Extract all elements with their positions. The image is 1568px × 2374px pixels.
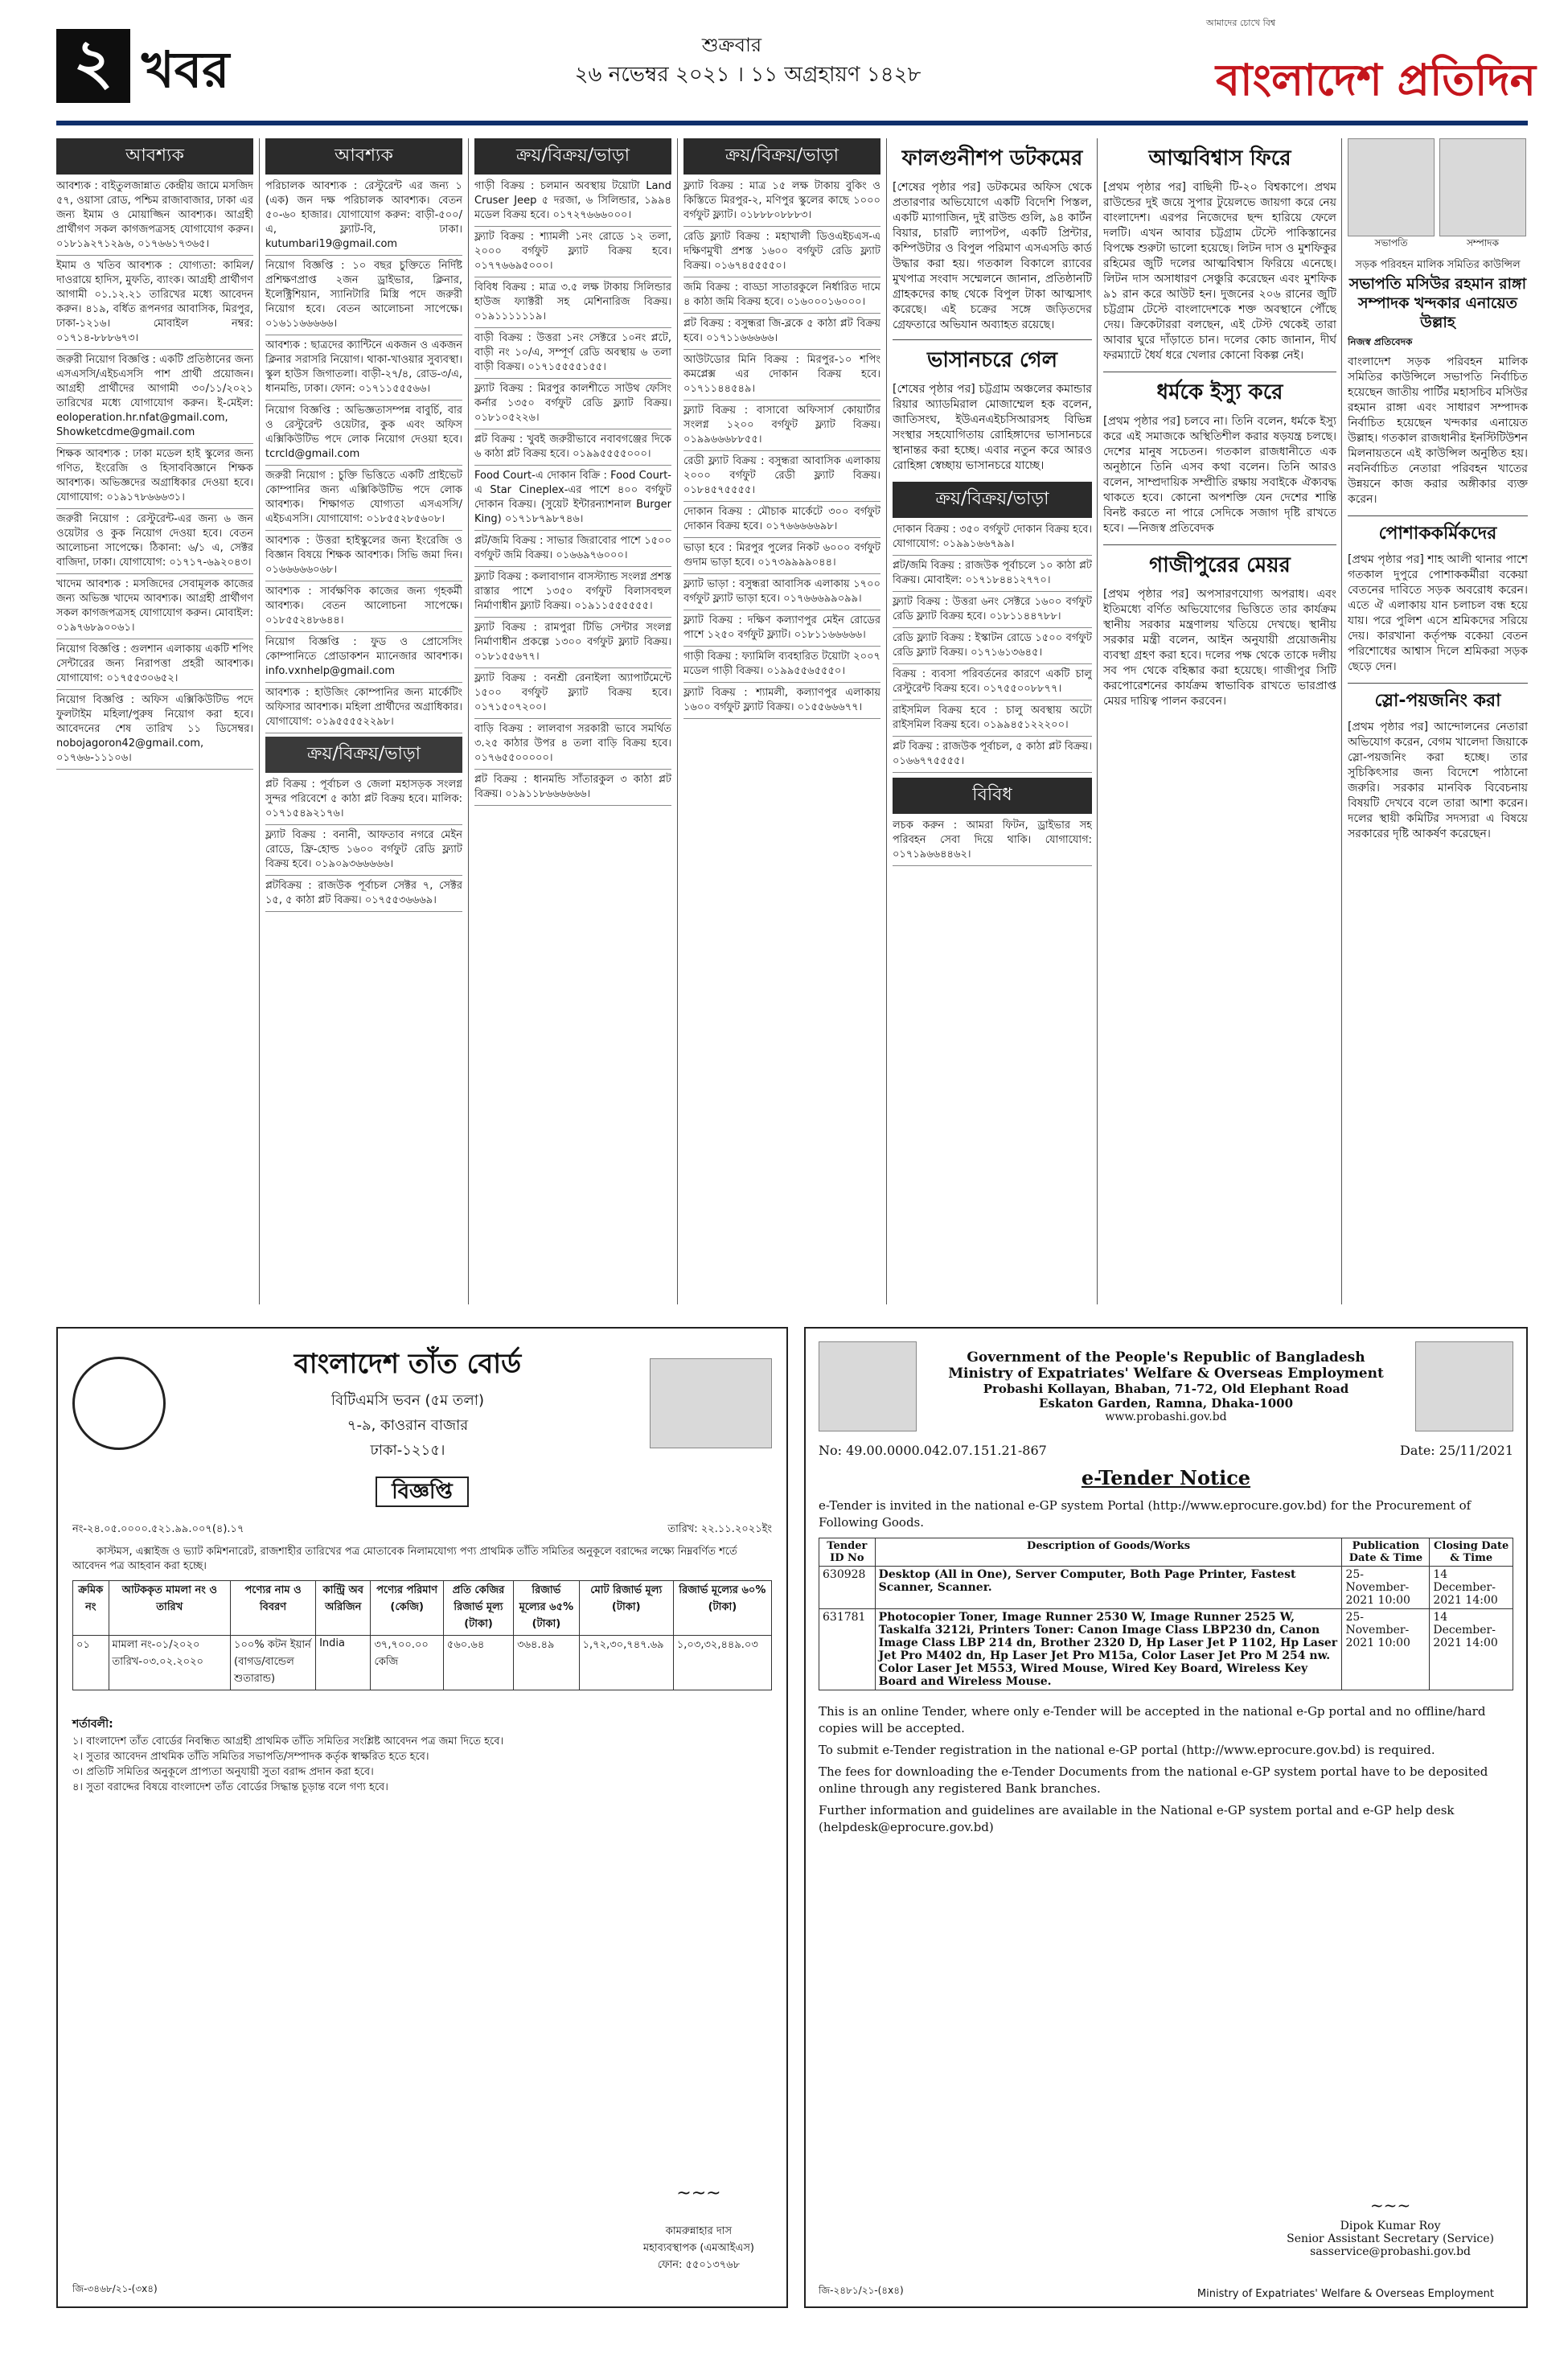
notice-intro: কাস্টমস, এক্সাইজ ও ভ্যাট কমিশনারেট, রাজশাহীর তারিখের পত্র মোতাবেক নিলামযোগ্য পণ্য প্রাথমিক তাঁতি সমিতির অনুকূলে বরাদ্দের লক্ষ্যে নিম্নবর্ণিত শর্তে আবেদন পত্র আহবান করা হচ্ছে।	[72, 1546, 737, 1572]
classified-ad: প্লট বিক্রয় : ধানমন্ডি সাঁতারকুল ৩ কাঠা প্লট বিক্রয়। ০১৯১১৮৬৬৬৬৬৬।	[474, 773, 671, 806]
signatory-name: Dipok Kumar Roy	[1340, 2220, 1441, 2232]
column-divider	[468, 138, 469, 1304]
classified-ad: নিয়োগ বিজ্ঞপ্তি : অভিজ্ঞতাসম্পন্ন বাবুর্চি, বার ও রেস্টুরেন্ট ওয়েটার, কুক এবং অফিস এক্সিকিউটিভ পদে লোক নিয়োগ দেওয়া হবে। tcrcld@gmail.com	[265, 404, 462, 466]
column-heading: আবশ্যক	[265, 138, 462, 175]
table-cell: 14 December-2021 14:00	[1430, 1609, 1513, 1690]
news-headline: স্লো-পয়জনিং করা	[1374, 691, 1501, 711]
classified-ad: প্লট/জমি বিক্রয় : রাজউক পূর্বাচলে ১০ কাঠা প্লট বিক্রয়। মোবাইল: ০১৭১৮৪৪১২৭৭০।	[893, 559, 1092, 592]
signature-icon: ~~~	[1369, 2195, 1411, 2215]
section-title: খবর	[142, 40, 230, 99]
header-date: ২৬ নভেম্বর ২০২১ । ১১ অগ্রহায়ণ ১৪২৮	[574, 63, 922, 87]
ads-list	[474, 179, 671, 806]
memo-date: Date: 25/11/2021	[1400, 1443, 1513, 1458]
classified-ad: প্লটবিক্রয় : রাজউক পূর্বাচল সেক্টর ৭, সেক্টর ১৫, ৫ কাঠা প্লট বিক্রয়। ০১৭৫৫৩৬৬৬৯।	[265, 879, 462, 912]
news-body: [প্রথম পৃষ্ঠার পর] বাছিনী টি-২০ বিশ্বকাপে। প্রথম রাউন্ডের দুই জয়ে সুপার টুয়েলভে জায়গা করে নেয় বাংলাদেশ। এরপর নিজেদের ছন্দ হারিয়ে ফেলে দলটি। এখন আবার চট্টগ্রাম টেস্টে পাকিস্তানের বিপক্ষে শুরুটা ভালো হয়েছে। লিটন দাস ও মুশফিকুর রহিমের জুটি দলের আত্মবিশ্বাস ফিরিয়ে এনেছে। লিটন দাস অসাধারণ সেঞ্চুরি করেছেন এবং মুশফিক ৯১ রান করে আউট হন। দুজনের ২০৬ রানের জুটি চট্টগ্রাম টেস্টে বাংলাদেশকে শক্ত অবস্থানে পৌঁছে দেয়। ক্রিকেটাররা বলছেন, এই টেস্ট থেকেই তারা আবার ঘুরে দাঁড়াতে চান। দলের কোচ জানান, দীর্ঘ ফরম্যাটে ধৈর্য ধরে খেলার কোনো বিকল্প নেই।	[1103, 181, 1336, 362]
table-cell: ৩৭,৭০০.০০ কেজি	[371, 1636, 443, 1690]
classified-ad: ফ্ল্যাট বিক্রয় : বাসাবো অফিসার্স কোয়ার্টার সংলগ্ন ১২০০ বর্গফুট ফ্ল্যাট বিক্রয়। ০১৯৯৬৬৬৮৮৫৫।	[683, 404, 880, 451]
org-address: বিটিএমসি ভবন (৫ম তলা)	[330, 1392, 485, 1409]
classified-ad: আবশ্যক : সার্বক্ষণিক কাজের জন্য গৃহকর্মী আবশ্যক। বেতন আলোচনা সাপেক্ষে। ০১৮৫৫২৪৮৬৪৪।	[265, 585, 462, 632]
column-heading: আবশ্যক	[56, 138, 253, 175]
org-name: বাংলাদেশ তাঁত বোর্ড	[293, 1348, 522, 1380]
news-body: [প্রথম পৃষ্ঠার পর] শাহ আলী থানার পাশে গতকাল দুপুরে পোশাককর্মীরা বকেয়া বেতনের দাবিতে সড়ক অবরোধ করেন। এতে ঐ এলাকায় যান চলাচল বন্ধ হয়ে যায়। পরে পুলিশ এসে শ্রমিকদের সরিয়ে দেয়। কারখানা কর্তৃপক্ষ বকেয়া বেতন পরিশোধের আশ্বাস দিলে শ্রমিকরা সড়ক ছেড়ে দেন।	[1348, 553, 1528, 673]
news-column-5	[893, 138, 1092, 1304]
classified-ad: ফ্ল্যাট বিক্রয় : মাত্র ১৫ লক্ষ টাকায় বুকিং ও কিস্তিতে মিরপুর-২, মণিপুর স্কুলের কাছে ১০০০ বর্গফুট ফ্ল্যাট। ০১৮৮৮০৮৮৮৩।	[683, 179, 880, 227]
news-byline: নিজস্ব প্রতিবেদক	[1348, 336, 1413, 347]
classified-ad: খাদেম আবশ্যক : মসজিদের সেবামূলক কাজের জন্য অভিজ্ঞ খাদেম আবশ্যক। আগ্রহী প্রার্থীগণ সকল কাগজপত্রসহ যোগাযোগ করুন। মোবাইল: ০১৯৭৬৮৯০০৬১।	[56, 577, 253, 639]
news-body: [প্রথম পৃষ্ঠার পর] আন্দোলনের নেতারা অভিযোগ করেন, বেগম খালেদা জিয়াকে স্লো-পয়জনিং করা হচ্ছে। তার সুচিকিৎসার জন্য বিদেশে পাঠানো জরুরি। সরকার মানবিক বিবেচনায় বিষয়টি দেখবে বলে তারা আশা করেন। দলের স্থায়ী কমিটির সদস্যরা এ বিষয়ে সরকারের দৃষ্টি আকর্ষণ করেছেন।	[1348, 721, 1528, 840]
table-cell: ১০০% কটন ইয়ার্ন (বাগড/বান্ডেল শুতারান্ড)	[231, 1636, 316, 1690]
classified-ad: Food Court-এ দোকান বিক্রি : Food Court-এ Star Cineplex-এর পাশে ৪০০ বর্গফুট দোকান বিক্রয়। (সুয়েট ইন্টারন্যাশনাল Burger King) ০১৭১৮৭৯৮৭৪৬।	[474, 469, 671, 531]
table-cell: মামলা নং-০১/২০২০ তারিখ-০৩.০২.২০২০	[109, 1636, 231, 1690]
news-article	[1103, 372, 1336, 536]
ads-list	[683, 179, 880, 719]
classified-ad: প্লট বিক্রয় : পূর্বাচল ও জেলা মহাসড়ক সংলগ্ন সুন্দর পরিবেশে ৫ কাঠা প্লট বিক্রয় হবে। মালিক: ০১৭১৫৪৯২১৭৬।	[265, 778, 462, 825]
classified-ad: রেডী ফ্ল্যাট বিক্রয় : বসুন্ধরা আবাসিক এলাকায় ২০০০ বর্গফুট রেডী ফ্ল্যাট বিক্রয়। ০১৮৪৫৭৫৫৫৫।	[683, 454, 880, 502]
signatory-title: Senior Assistant Secretary (Service)	[1287, 2232, 1494, 2245]
news-article	[893, 142, 1092, 333]
table-header-cell: রিজার্ভ মূল্যের ৬০% (টাকা)	[673, 1581, 771, 1636]
classified-ad: রেডি ফ্ল্যাট বিক্রয় : মহাখালী ডিওএইচএস-এ দক্ষিণমুখী প্রশস্ত ১৬০০ বর্গফুট রেডি ফ্ল্যাট বিক্রয়। ০১৬৭৪৫৫৫৫০।	[683, 230, 880, 277]
classified-ad: আবশ্যক : হাউজিং কোম্পানির জন্য মার্কেটিং অফিসার আবশ্যক। মহিলা প্রার্থীদের অগ্রাধিকার। যোগাযোগ: ০১৯৫৫৫৫২২৯৮।	[265, 686, 462, 733]
table-header-cell: আটককৃত মামলা নং ও তারিখ	[109, 1581, 231, 1636]
table-header-cell: Tender ID No	[819, 1538, 876, 1567]
ref-number: নং-২৪.০৫.০০০০.৫২১.৯৯.০০৭(৪).১৭	[72, 1523, 244, 1535]
classified-ad: বাড়ি বিক্রয় : লালবাগ সরকারী ভাবে সমর্থিত ৩.২৫ কাঠার উপর ৪ তলা বাড়ি বিক্রয় হবে। ০১৭৬৫৫০০০০০।	[474, 722, 671, 770]
news-column-8	[1348, 138, 1528, 1304]
table-row	[819, 1567, 1513, 1609]
tender-table	[819, 1538, 1513, 1690]
classified-ad: ভাড়া হবে : মিরপুর পুলের নিকট ৬০০০ বর্গফুট গুদাম ভাড়া হবে। ০১৭৩৯৯৯৯০৪৪।	[683, 541, 880, 574]
classified-ad: ফ্ল্যাট বিক্রয় : রামপুরা টিভি সেন্টার সংলগ্ন নির্মাণাধীন প্রকল্পে ১৩০০ বর্গফুট ফ্ল্যাট বিক্রয়। ০১৮১৫৫৬৭৭।	[474, 621, 671, 668]
classified-ad: পরিচালক আবশ্যক : রেস্টুরেন্ট এর জন্য ১ (এক) জন দক্ষ পরিচালক আবশ্যক। বেতন ৫০-৬০ হাজার। যোগাযোগ করুন: বাড়ী-৫০০/এ, ফ্ল্যাট-বি, ঢাকা। kutumbari19@gmail.com	[265, 179, 462, 256]
header-rule	[56, 121, 1528, 125]
org-address: ৭-৯, কাওরান বাজার	[347, 1417, 469, 1434]
signatory-email[interactable]: sasservice@probashi.gov.bd	[1310, 2245, 1472, 2258]
photo-caption: সম্পাদক	[1466, 237, 1499, 248]
classified-ad: নিয়োগ বিজ্ঞপ্তি : ফুড ও প্রোসেসিং কোম্পানিতে প্রোডাকশন ম্যানেজার আবশ্যক। info.vxnhelp@gmail.com	[265, 635, 462, 683]
table-cell: 14 December-2021 14:00	[1430, 1567, 1513, 1609]
signatory-title: মহাব্যবস্থাপক (এমআইএস)	[642, 2242, 754, 2254]
classified-ad: আউটডোর মিনি বিক্রয় : মিরপুর-১০ শপিং কমপ্লেক্স এর দোকান বিক্রয় হবে। ০১৭১১৪৪৫৪৯।	[683, 353, 880, 400]
ministry-website[interactable]: www.probashi.gov.bd	[1105, 1411, 1227, 1423]
classified-ad: রেডি ফ্ল্যাট বিক্রয় : ইস্কাটন রোডে ১৫০০ বর্গফুট রেডি ফ্ল্যাট বিক্রয়। ০১৭১৬১৩৬৪৫।	[893, 631, 1092, 664]
column-heading: ক্রয়/বিক্রয়/ভাড়া	[683, 138, 880, 175]
news-headline: গাজীপুরের মেয়র	[1149, 553, 1291, 577]
table-header-cell: কান্ট্রি অব অরিজিন	[316, 1581, 371, 1636]
page-number: ২	[56, 29, 130, 103]
signatory-phone: ফোন: ৫৫০১৩৭৬৮	[657, 2259, 741, 2271]
classified-ad: বিক্রয় : ব্যবসা পরিবর্তনের কারণে একটি চালু রেস্টুরেন্ট বিক্রয় হবে। ০১৭৫৫০০৮৮৭৭।	[893, 667, 1092, 700]
table-row	[819, 1609, 1513, 1690]
term-item: ২। সুতার আবেদন প্রাথমিক তাঁতি সমিতির সভাপতি/সম্পাদক কর্তৃক স্বাক্ষরিত হতে হবে।	[72, 1751, 429, 1763]
news-kicker: সড়ক পরিবহন মালিক সমিতির কাউন্সিল	[1355, 259, 1521, 271]
news-column-6	[1103, 138, 1336, 1304]
news-body: [প্রথম পৃষ্ঠার পর] অপসারণযোগ্য অপরাধ। এবং ইতিমধ্যে বর্ণিত অভিযোগের ভিত্তিতে তার কার্যক্রম স্থানীয় সরকার মন্ত্রণালয় খতিয়ে দেখছে। স্থানীয় সরকার মন্ত্রী বলেন, আইন অনুযায়ী প্রয়োজনীয় ব্যবস্থা গ্রহণ করা হবে। দলের পক্ষ থেকে তাকে দলীয় সব পদ থেকে বহিষ্কার করা হয়েছে। গাজীপুর সিটি করপোরেশনের কার্যক্রম স্বাভাবিক রাখতে ভারপ্রাপ্ত মেয়র দায়িত্ব পালন করবেন।	[1103, 588, 1336, 708]
table-header-cell: ক্রমিক নং	[73, 1581, 109, 1636]
news-article	[1348, 683, 1528, 842]
notice-title: বিজ্ঞপ্তি	[376, 1477, 469, 1507]
classified-ad: রাইসমিল বিক্রয় হবে : চালু অবস্থায় অটো রাইসমিল বিক্রয় হবে। ০১৯৯৪৫১২২২০০।	[893, 704, 1092, 737]
table-header-cell: মোট রিজার্ভ মূল্য (টাকা)	[579, 1581, 673, 1636]
news-headline: সভাপতি মসিউর রহমান রাঙ্গা সম্পাদক খন্দকার এনায়েত উল্লাহ	[1348, 275, 1527, 331]
term-item: ৪। সুতা বরাদ্দের বিষয়ে বাংলাদেশ তাঁত বোর্ডের সিদ্ধান্ত চূড়ান্ত বলে গণ্য হবে।	[72, 1781, 388, 1793]
table-header-cell: Publication Date & Time	[1342, 1538, 1430, 1567]
table-header-row	[73, 1581, 772, 1636]
term-item: ৩। প্রতিটি সমিতির অনুকূলে প্রাপ্যতা অনুযায়ী সুতা বরাদ্দ প্রদান করা হবে।	[72, 1766, 374, 1778]
ads-list	[56, 179, 253, 770]
ad-code: জি-২৪৮১/২১-(৪x৪)	[819, 2285, 904, 2296]
ministry-footer: Ministry of Expatriates' Welfare & Overseas Employment	[1197, 2288, 1494, 2300]
column-divider	[677, 138, 678, 1304]
classified-ad: জমি বিক্রয় : বাড্ডা সাতারকুলে নির্ধারিত দামে ৪ কাঠা জমি বিক্রয় হবে। ০১৬০০০১৬০০০।	[683, 281, 880, 314]
classified-ad: বিবিধ বিক্রয় : মাত্র ৩.৫ লক্ষ টাকায় সিলিন্ডার হাউজ ফ্যাক্টরী সহ মেশিনারিজ বিক্রয়। ০১৯১১১১১১৯।	[474, 281, 671, 328]
news-headline: ফালগুনীশপ ডটকমের	[901, 146, 1083, 170]
tender-note: Further information and guidelines are available in the National e-GP system portal and e-GP help desk (helpdesk@eprocure.gov.bd)	[819, 1803, 1455, 1834]
classified-ad: নিয়োগ বিজ্ঞপ্তি : অফিস এক্সিকিউটিভ পদে ফুলটাইম মহিলা/পুরুষ নিয়োগ করা হবে। আবেদনের শেষ তারিখ ১১ ডিসেম্বর। nobojagoron42@gmail.com, ০১৭৬৬-১১১০৬।	[56, 693, 253, 770]
ads-list	[265, 179, 462, 733]
news-body: [প্রথম পৃষ্ঠার পর] চলবে না। তিনি বলেন, ধর্মকে ইস্যু করে এই সমাজকে অস্থিতিশীল করার ষড়যন্ত্র চলছে। দেশের মানুষ সচেতন। গতকাল রাজধানীতে এক অনুষ্ঠানে তিনি এসব কথা বলেন। তিনি আরও বলেন, সাম্প্রদায়িক সম্প্রীতি রক্ষায় সবাইকে ঐক্যবদ্ধ থাকতে হবে। কোনো অপশক্তি যেন দেশের শান্তি বিনষ্ট করতে না পারে সেদিকে সজাগ দৃষ্টি রাখতে হবে। —নিজস্ব প্রতিবেদক	[1103, 415, 1336, 535]
terms-title: শর্তাবলী:	[72, 1718, 113, 1731]
column-heading: বিবিধ	[893, 778, 1092, 814]
term-item: ১। বাংলাদেশ তাঁত বোর্ডের নিবন্ধিত আগ্রহী প্রাথমিক তাঁতি সমিতির সংশ্লিষ্ট আবেদন পত্র জমা দিতে হবে।	[72, 1735, 504, 1748]
e-tender-notice	[804, 1327, 1528, 2308]
classified-ad: ফ্ল্যাট বিক্রয় : দক্ষিণ কল্যাণপুর মেইন রোডের পাশে ১২৫০ বর্গফুট ফ্ল্যাট। ০১৮১১৬৬৬৬৬।	[683, 614, 880, 647]
table-header-row	[819, 1538, 1513, 1567]
table-cell: ১,৭২,৩০,৭৪৭.৬৯	[579, 1636, 673, 1690]
tender-title: e-Tender Notice	[1081, 1466, 1251, 1489]
mujib-borsho-logo-icon	[650, 1358, 772, 1448]
newspaper-logo: বাংলাদেশ প্রতিদিন	[1216, 55, 1536, 105]
classified-column-3	[474, 138, 671, 1304]
news-headline: ধর্মকে ইস্যু করে	[1156, 380, 1283, 405]
table-header-cell: Description of Goods/Works	[875, 1538, 1342, 1567]
news-body: বাংলাদেশ সড়ক পরিবহন মালিক সমিতির কাউন্সিলে সভাপতি নির্বাচিত হয়েছেন জাতীয় পার্টির মহাসচিব মসিউর রহমান রাঙ্গা এবং সাধারণ সম্পাদক নির্বাচিত হয়েছেন খন্দকার এনায়েত উল্লাহ। গতকাল রাজধানীর ইনস্টিটিউশন মিলনায়তনে এই কাউন্সিল অনুষ্ঠিত হয়। নবনির্বাচিত নেতারা পরিবহন খাতের উন্নয়নে কাজ করার অঙ্গীকার ব্যক্ত করেন।	[1348, 355, 1528, 506]
table-header-cell: রিজার্ভ মূল্যের ৬৫% (টাকা)	[514, 1581, 579, 1636]
classified-ad: প্লট বিক্রয় : খুবই জরুরীভাবে নবাবগঞ্জের দিকে ৬ কাঠা প্লট বিক্রয় হবে। ০১৯৯৫৫৫৫০০০।	[474, 433, 671, 466]
classified-ad: জরুরী নিয়োগ : চুক্তি ভিত্তিতে একটি প্রাইভেট কোম্পানির জন্য এক্সিকিউটিভ পদে লোক আবশ্যক। শিক্ষাগত যোগ্যতা এসএসসি/এইচএসসি। যোগাযোগ: ০১৮৫৫২৮৫৬০৮।	[265, 469, 462, 531]
classified-ad: প্লট বিক্রয় : বসুন্ধরা জি-ব্লকে ৫ কাঠা প্লট বিক্রয় হবে। ০১৭১১৬৬৬৬৬।	[683, 317, 880, 350]
ads-list	[893, 523, 1092, 773]
news-article	[1348, 515, 1528, 675]
classified-ad: প্লট/জমি বিক্রয় : সাভার জিরাবোর পাশে ১৫০০ বর্গফুট জমি বিক্রয়। ০১৬৬৯৭৬০০০।	[474, 534, 671, 567]
header-tagline: আমাদের চোখে বিশ্ব	[1206, 18, 1276, 28]
ministry-name: Ministry of Expatriates' Welfare & Overseas Employment	[948, 1366, 1384, 1382]
tender-note: The fees for downloading the e-Tender Documents from the national e-GP system portal have to be deposited online through any registered Bank branches.	[819, 1764, 1488, 1796]
news-body: [শেষের পৃষ্ঠার পর] চট্টগ্রাম অঞ্চলের কমান্ডার রিয়ার অ্যাডমিরাল মোজাম্মেল হক বলেন, জাতিসংঘ, ইউএনএইচসিআরসহ বিভিন্ন সংস্থার সহযোগিতায় রোহিঙ্গাদের ভাসানচরে স্থানান্তর করা হচ্ছে। এবার নতুন করে আরও রোহিঙ্গা স্বেচ্ছায় ভাসানচরে যাচ্ছে।	[893, 383, 1092, 472]
tender-note: This is an online Tender, where only e-Tender will be accepted in the national e-Gp portal and no offline/hard copies will be accepted.	[819, 1704, 1486, 1735]
table-header-cell: পণ্যের নাম ও বিবরণ	[231, 1581, 316, 1636]
classified-ad: ফ্ল্যাট বিক্রয় : উত্তরা ৬নং সেক্টরে ১৬০০ বর্গফুট রেডি ফ্ল্যাট বিক্রয় হবে। ০১৮১১৪৪৭৮৮।	[893, 595, 1092, 628]
classified-ad: গাড়ী বিক্রয় : চলমান অবস্থায় টয়োটা Land Cruser Jeep ৫ দরজা, ৬ সিলিন্ডার, ১৯৯৪ মডেল বিক্রয় হবে। ০১৭২৭৬৬৬০০০।	[474, 179, 671, 227]
classified-ad: ফ্ল্যাট বিক্রয় : মিরপুর কালশীতে সাউথ ফেসিং কর্নার ১৩৫০ বর্গফুট রেডি ফ্ল্যাট বিক্রয়। ০১৮১০৫২২৬।	[474, 382, 671, 429]
table-cell: India	[316, 1636, 371, 1690]
table-cell: Desktop (All in One), Server Computer, Both Page Printer, Fastest Scanner, Scanner.	[875, 1567, 1342, 1609]
classified-ad: ফ্ল্যাট ভাড়া : বসুন্ধরা আবাসিক এলাকায় ১৭০০ বর্গফুট ফ্ল্যাট ভাড়া হবে। ০১৭৬৬৬৯৯০৯৯।	[683, 577, 880, 610]
news-headline: ভাসানচরে গেল	[927, 348, 1057, 372]
classified-ad: ফ্ল্যাট বিক্রয় : বনানী, আফতাব নগরে মেইন রোডে, ফ্রি-হোল্ড ১৬০০ বর্গফুট রেডি ফ্ল্যাট বিক্রয় হবে। ০১৯০৯৩৬৬৬৬৬।	[265, 828, 462, 876]
table-cell: ১,০৩,৩২,৪৪৯.০৩	[673, 1636, 771, 1690]
tender-intro: e-Tender is invited in the national e-GP system Portal (http://www.eprocure.gov.bd) for the Procurement of Following Goods.	[819, 1498, 1472, 1530]
ad-code: জি-৩৪৬৮/২১-(৩x৪)	[72, 2283, 158, 2294]
column-heading: ক্রয়/বিক্রয়/ভাড়া	[265, 737, 462, 773]
table-row	[73, 1636, 772, 1690]
table-cell: 630928	[819, 1567, 876, 1609]
signatory-name: কামরুন্নাহার দাস	[665, 2225, 733, 2237]
table-cell: 25-November-2021 10:00	[1342, 1567, 1430, 1609]
classified-ad: লচক করুন : আমরা ফিটন, ড্রাইভার সহ পরিবহন সেবা দিয়ে থাকি। যোগাযোগ: ০১৭১৯৬৬৪৪৬২।	[893, 819, 1092, 866]
classified-column-2	[265, 138, 462, 1304]
table-header-cell: পণ্যের পরিমাণ (কেজি)	[371, 1581, 443, 1636]
news-body: [শেষের পৃষ্ঠার পর] ডটকমের অফিস থেকে প্রতারণার অভিযোগে একটি বিদেশি পিস্তল, একটি ম্যাগাজিন, দুই রাউন্ড গুলি, ৯৪ কার্টন বিয়ার, চারটি ল্যাপটপ, একটি প্রিন্টার, কম্পিউটার ও বিপুল পরিমাণ এসএসডি কার্ড উদ্ধার করা হয়। গতকাল বিকালে র‌্যাবের মুখপাত্র সংবাদ সম্মেলনে জানান, প্রতিষ্ঠানটি গ্রাহকদের কাছ থেকে বিপুল টাকা আত্মসাৎ করেছে। এই চক্রের সঙ্গে জড়িতদের গ্রেফতারে অভিযান অব্যাহত রয়েছে।	[893, 181, 1092, 331]
mujib-borsho-logo-icon	[819, 1341, 917, 1431]
news-headline: পোশাককর্মিকদের	[1378, 524, 1497, 544]
auction-table	[72, 1580, 772, 1690]
classified-ad: জরুরী নিয়োগ : রেস্টুরেন্ট-এর জন্য ৬ জন ওয়েটার ও কুক নিয়োগ দেওয়া হবে। বেতন আলোচনা সাপেক্ষে। ঠিকানা: ৬/১ এ, সেক্টর বাজিদা, ঢাকা। যোগাযোগ: ০১৭১৭-৬৯২০৪৩।	[56, 512, 253, 574]
ministry-address: Eskaton Garden, Ramna, Dhaka-1000	[1038, 1396, 1294, 1411]
news-article	[1103, 544, 1336, 709]
classified-ad: দোকান বিক্রয় : মৌচাক মার্কেটে ৩০০ বর্গফুট দোকান বিক্রয় হবে। ০১৭৬৬৬৬৬৯৮।	[683, 505, 880, 538]
classified-ad: আবশ্যক : উত্তরা হাইস্কুলের জন্য ইংরেজি ও বিজ্ঞান বিষয়ে শিক্ষক আবশ্যক। সিভি জমা দিন। ০১৬৬৬৬৬০৬৮।	[265, 534, 462, 581]
news-article	[893, 339, 1092, 474]
classified-ad: ইমাম ও খতিব আবশ্যক : যোগ্যতা: কামিল/দাওরায়ে হাদিস, মুফতি, ব্যাংক। আগ্রহী প্রার্থীগণ আগামী ০১.১২.২১ তারিখের মধ্যে আবেদন করুন। ৪১৯, বর্ধিত রূপনগর আবাসিক, মিরপুর, ঢাকা-১২১৬। মোবাইল নম্বর: ০১৭১৪-৮৮৮৬৭৩।	[56, 259, 253, 350]
classified-ad: ফ্ল্যাট বিক্রয় : শ্যামলী, কল্যাণপুর এলাকায় ১৬০০ বর্গফুট ফ্ল্যাট বিক্রয়। ০১৫৫৬৬৬৭৭।	[683, 686, 880, 719]
classified-column-4	[683, 138, 880, 1304]
classified-ad: জরুরী নিয়োগ বিজ্ঞপ্তি : একটি প্রতিষ্ঠানের জন্য এসএসসি/এইচএসসি পাশ প্রার্থী প্রয়োজন। আগ্রহী প্রার্থীদের আগামী ৩০/১১/২০২১ তারিখের মধ্যে যোগাযোগ করুন। ই-মেইল: eoloperation.hr.nfat@gmail.com, Showketcdme@gmail.com	[56, 353, 253, 444]
table-header-cell: Closing Date & Time	[1430, 1538, 1513, 1567]
column-divider	[1097, 138, 1098, 1304]
portrait-photo	[1348, 138, 1435, 236]
table-cell: ০১	[73, 1636, 109, 1690]
table-cell: ৩৬৪.৪৯	[514, 1636, 579, 1690]
taat-board-emblem-icon	[72, 1357, 166, 1450]
classified-ad: প্লট বিক্রয় : রাজউক পূর্বাচল, ৫ কাঠা প্লট বিক্রয়। ০১৬৬৭৭৫৫৫৫।	[893, 740, 1092, 773]
classified-ad: ফ্ল্যাট বিক্রয় : শ্যামলী ১নং রোডে ১২ তলা, ২০০০ বর্গফুট ফ্ল্যাট বিক্রয় হবে। ০১৭৭৬৬৯৫০০০।	[474, 230, 671, 277]
classified-ad: বাড়ী বিক্রয় : উত্তরা ১নং সেক্টরে ১০নং প্লটে, বাড়ী নং ১০/এ, সম্পূর্ণ রেডি অবস্থায় ৬ তলা বাড়ী বিক্রয়। ০১৭১৫৫৫৫১৫৫।	[474, 331, 671, 379]
classified-column-1	[56, 138, 253, 1304]
table-cell: 25-November-2021 10:00	[1342, 1609, 1430, 1690]
classified-ad: নিয়োগ বিজ্ঞপ্তি : গুলশান এলাকায় একটি শপিং সেন্টারের জন্য নিরাপত্তা প্রহরী আবশ্যক। যোগাযোগ: ০১৭৫৫৩০৬৫২।	[56, 643, 253, 690]
photo-caption: সভাপতি	[1374, 237, 1408, 248]
column-divider	[1341, 138, 1342, 1304]
header-day: শুক্রবার	[701, 34, 762, 56]
column-divider	[259, 138, 260, 1304]
classified-ad: আবশ্যক : ছাত্রদের ক্যান্টিনে একজন ও একজন ক্লিনার সরাসরি নিয়োগ। থাকা-খাওয়ার সুব্যবস্থা। স্কুল হাউস জিগাতলা। বাড়ী-২৭/৪, রোড-৩/এ, ধানমন্ডি, ঢাকা। ফোন: ০১৭১১৫৫৫৬৬।	[265, 339, 462, 400]
ministry-address: Probashi Kollayan, Bhaban, 71-72, Old Elephant Road	[983, 1382, 1349, 1396]
classified-ad: আবশ্যক : বাইতুলজান্নাত কেন্দ্রীয় জামে মসজিদ ৫৭, ওয়াসা রোড, পশ্চিম রাজাবাজার, ঢাকা এর জন্য ইমাম ও মোয়াজ্জিন আবশ্যক। আগ্রহী প্রার্থীগণ সকল কাগজপত্রসহ যোগাযোগ করুন। ০১৮১৯২৭১২৯৬, ০১৭৬৬১৭৩৬৫।	[56, 179, 253, 256]
table-cell: 631781	[819, 1609, 876, 1690]
portrait-photo	[1439, 138, 1526, 236]
classified-ad: নিয়োগ বিজ্ঞপ্তি : ১০ বছর চুক্তিতে নির্দিষ্ট প্রশিক্ষণপ্রাপ্ত ২জন ড্রাইভার, ক্লিনার, ইলেক্ট্রিশিয়ান, স্যানিটারি মিস্ত্রি পদে জরুরী নিয়োগ হবে। বেতন আলোচনা সাপেক্ষে। ০১৬১১৬৬৬৬৬।	[265, 259, 462, 335]
ads-list	[265, 778, 462, 912]
news-article	[1103, 142, 1336, 363]
news-headline: আত্মবিশ্বাস ফিরে	[1148, 146, 1291, 170]
org-address: ঢাকা-১২১৫।	[370, 1442, 445, 1459]
tender-note: To submit e-Tender registration in the national e-GP portal (http://www.eprocure.gov.bd) is required.	[819, 1743, 1435, 1757]
signature-icon: ~~~	[676, 2183, 721, 2204]
gov-name: Government of the People's Republic of Bangladesh	[967, 1349, 1365, 1366]
column-divider	[886, 138, 887, 1304]
classified-ad: ফ্ল্যাট বিক্রয় : বনশ্রী রেনাইলা অ্যাপার্টমেন্টে ১৫০০ বর্গফুট ফ্ল্যাট বিক্রয় হবে। ০১৭১৫০৭২০০।	[474, 672, 671, 719]
terms-list	[72, 1734, 772, 1795]
table-cell: Photocopier Toner, Image Runner 2530 W, Image Runner 2525 W, Taskalfa 3212i, Printers Toner: Canon Image Class LBP230 dn, Canon Image Class LBP 214 dn, Brother 2320 D, Hp Laser Jet P 1102, Hp Laser Jet Pro M402 dn, Hp Laser Jet Pro M15a, Color Laser Jet Pro M 254 nw. Color Laser Jet M553, Wired Mouse, Wired Key Board, Wireless Key Board and Wireless Mouse.	[875, 1609, 1342, 1690]
portrait-photo	[1415, 1341, 1513, 1431]
memo-number: No: 49.00.0000.042.07.151.21-867	[819, 1443, 1047, 1458]
taat-board-notice	[56, 1327, 788, 2308]
table-header-cell: প্রতি কেজির রিজার্ভ মূল্য (টাকা)	[443, 1581, 513, 1636]
ads-list	[893, 819, 1092, 866]
ref-date: তারিখ: ২২.১১.২০২১ইং	[667, 1523, 772, 1535]
table-cell: ৫৬০.৬৪	[443, 1636, 513, 1690]
column-heading: ক্রয়/বিক্রয়/ভাড়া	[893, 482, 1092, 518]
classified-ad: শিক্ষক আবশ্যক : ঢাকা মডেল হাই স্কুলের জন্য গণিত, ইংরেজি ও হিসাববিজ্ঞানে শিক্ষক আবশ্যক। অভিজ্ঞদের অগ্রাধিকার দেওয়া হবে। যোগাযোগ: ০১৯১৭৮৬৬৬৩১।	[56, 447, 253, 509]
classified-ad: দোকান বিক্রয় : ৩৫০ বর্গফুট দোকান বিক্রয় হবে। যোগাযোগ: ০১৯৯১৬৬৭৯৯।	[893, 523, 1092, 556]
column-heading: ক্রয়/বিক্রয়/ভাড়া	[474, 138, 671, 175]
classified-ad: ফ্ল্যাট বিক্রয় : কলাবাগান বাসস্ট্যান্ড সংলগ্ন প্রশস্ত রাস্তার পাশে ১৩৫০ বর্গফুট বিলাসবহুল নির্মাণাধীন ফ্ল্যাট বিক্রয়। ০১৯১১৫৫৫৫৫৫।	[474, 570, 671, 618]
classified-ad: গাড়ী বিক্রয় : ফ্যামিলি ব্যবহারিত টয়োটা ২০০৭ মডেল গাড়ী বিক্রয়। ০১৯৯৫৫৬৫৫৫০।	[683, 650, 880, 683]
